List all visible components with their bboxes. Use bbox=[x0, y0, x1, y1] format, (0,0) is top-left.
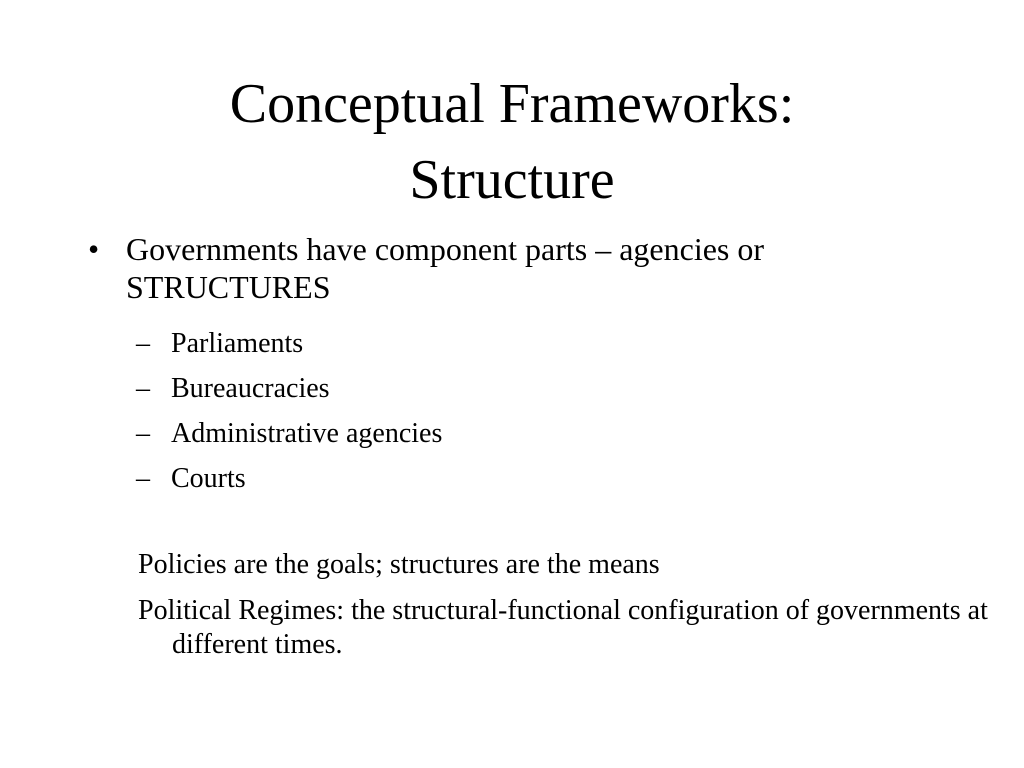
slide-title bbox=[0, 66, 1024, 218]
slide-title-line-1: Conceptual Frameworks: bbox=[229, 73, 795, 135]
sub-bullet-item bbox=[136, 456, 442, 501]
dash-marker: – bbox=[136, 418, 150, 449]
sub-bullet-text: Administrative agencies bbox=[171, 418, 443, 449]
sub-bullet-text: Bureaucracies bbox=[171, 373, 330, 404]
sub-bullet-item bbox=[136, 411, 442, 456]
paragraph-political-regimes: Political Regimes: the structural-functional configuration of governments at different times. bbox=[138, 595, 988, 660]
sub-bullet-text: Parliaments bbox=[171, 328, 304, 359]
sub-bullet-text: Courts bbox=[171, 463, 246, 494]
paragraph-policies: Policies are the goals; structures are the means bbox=[138, 549, 660, 580]
main-bullet-text: Governments have component parts – agencies or STRUCTURES bbox=[126, 231, 765, 305]
sub-bullet-item bbox=[136, 366, 442, 411]
main-bullet bbox=[88, 230, 948, 306]
bullet-marker: • bbox=[88, 231, 100, 267]
slide-title-line-2: Structure bbox=[409, 149, 615, 211]
dash-marker: – bbox=[136, 373, 150, 404]
dash-marker: – bbox=[136, 463, 150, 494]
sub-bullet-item bbox=[136, 321, 442, 366]
sub-bullet-list bbox=[136, 321, 442, 501]
dash-marker: – bbox=[136, 328, 150, 359]
